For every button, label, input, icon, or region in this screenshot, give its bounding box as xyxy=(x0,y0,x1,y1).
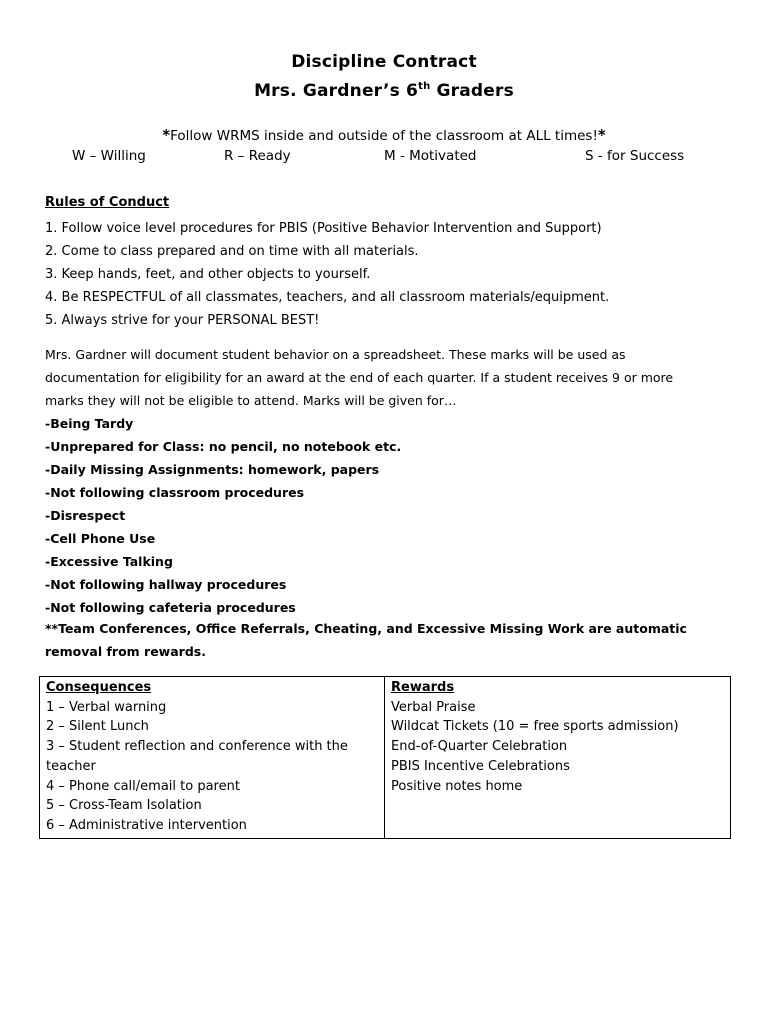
mark-item: -Unprepared for Class: no pencil, no notebook etc. xyxy=(45,439,402,454)
mark-item: -Not following cafeteria procedures xyxy=(45,600,296,615)
rule-item: 4. Be RESPECTFUL of all classmates, teachers, and all classroom materials/equipment. xyxy=(45,290,610,305)
rewards-cell xyxy=(385,677,731,839)
rule-item: 1. Follow voice level procedures for PBIS (Positive Behavior Intervention and Support) xyxy=(45,221,602,236)
subtitle-prefix: Mrs. Gardner’s 6 xyxy=(254,81,419,101)
reward-item: PBIS Incentive Celebrations xyxy=(391,758,570,774)
consequence-item: 1 – Verbal warning xyxy=(46,699,167,715)
mark-item: -Not following hallway procedures xyxy=(45,577,287,592)
note-line: **Team Conferences, Office Referrals, Cheating, and Excessive Missing Work are automatic xyxy=(45,621,687,636)
page-subtitle xyxy=(0,81,768,101)
acronym-s: S - for Success xyxy=(585,148,685,164)
rule-item: 3. Keep hands, feet, and other objects to yourself. xyxy=(45,267,371,282)
reward-item: Verbal Praise xyxy=(391,699,476,715)
marks-list xyxy=(45,412,735,619)
rules-heading: Rules of Conduct xyxy=(45,195,170,210)
rule-item: 2. Come to class prepared and on time with all materials. xyxy=(45,244,419,259)
mark-item: -Being Tardy xyxy=(45,416,134,431)
removal-note xyxy=(45,617,735,663)
table-row xyxy=(40,677,731,839)
subtitle-superscript: th xyxy=(418,81,431,92)
mark-item: -Excessive Talking xyxy=(45,554,173,569)
acronym-r: R – Ready xyxy=(224,148,291,164)
mark-item: -Not following classroom procedures xyxy=(45,485,305,500)
consequences-rewards-table xyxy=(39,676,731,839)
rule-item: 5. Always strive for your PERSONAL BEST! xyxy=(45,313,320,328)
rewards-header: Rewards xyxy=(391,680,455,695)
reward-item: Positive notes home xyxy=(391,778,523,794)
consequences-cell xyxy=(40,677,385,839)
motto-line xyxy=(0,126,768,144)
paragraph-line: marks they will not be eligible to attend. Marks will be given for… xyxy=(45,393,457,408)
mark-item: -Daily Missing Assignments: homework, papers xyxy=(45,462,380,477)
motto-star-left: * xyxy=(162,126,171,144)
consequence-item: 4 – Phone call/email to parent xyxy=(46,778,240,794)
reward-item: Wildcat Tickets (10 = free sports admission) xyxy=(391,719,679,735)
documentation-paragraph xyxy=(45,343,735,412)
subtitle-suffix: Graders xyxy=(430,81,514,101)
consequence-item: 5 – Cross-Team Isolation xyxy=(46,798,202,814)
acronym-w: W – Willing xyxy=(72,148,146,164)
consequences-header: Consequences xyxy=(46,680,152,695)
mark-item: -Disrespect xyxy=(45,508,126,523)
motto-star-right: * xyxy=(597,126,606,144)
consequence-item: 6 – Administrative intervention xyxy=(46,817,247,833)
paragraph-line: documentation for eligibility for an award at the end of each quarter. If a student receives 9 or more xyxy=(45,370,674,385)
motto-text: Follow WRMS inside and outside of the classroom at ALL times! xyxy=(170,128,598,144)
mark-item: -Cell Phone Use xyxy=(45,531,156,546)
acronym-m: M - Motivated xyxy=(384,148,477,164)
page-title: Discipline Contract xyxy=(291,52,477,72)
paragraph-line: Mrs. Gardner will document student behavior on a spreadsheet. These marks will be used as xyxy=(45,347,626,362)
note-line: removal from rewards. xyxy=(45,644,206,659)
reward-item: End-of-Quarter Celebration xyxy=(391,739,568,755)
consequence-item: 3 – Student reflection and conference with the xyxy=(46,739,348,755)
consequence-item: teacher xyxy=(46,758,96,774)
consequence-item: 2 – Silent Lunch xyxy=(46,719,149,735)
rules-list xyxy=(45,217,735,332)
